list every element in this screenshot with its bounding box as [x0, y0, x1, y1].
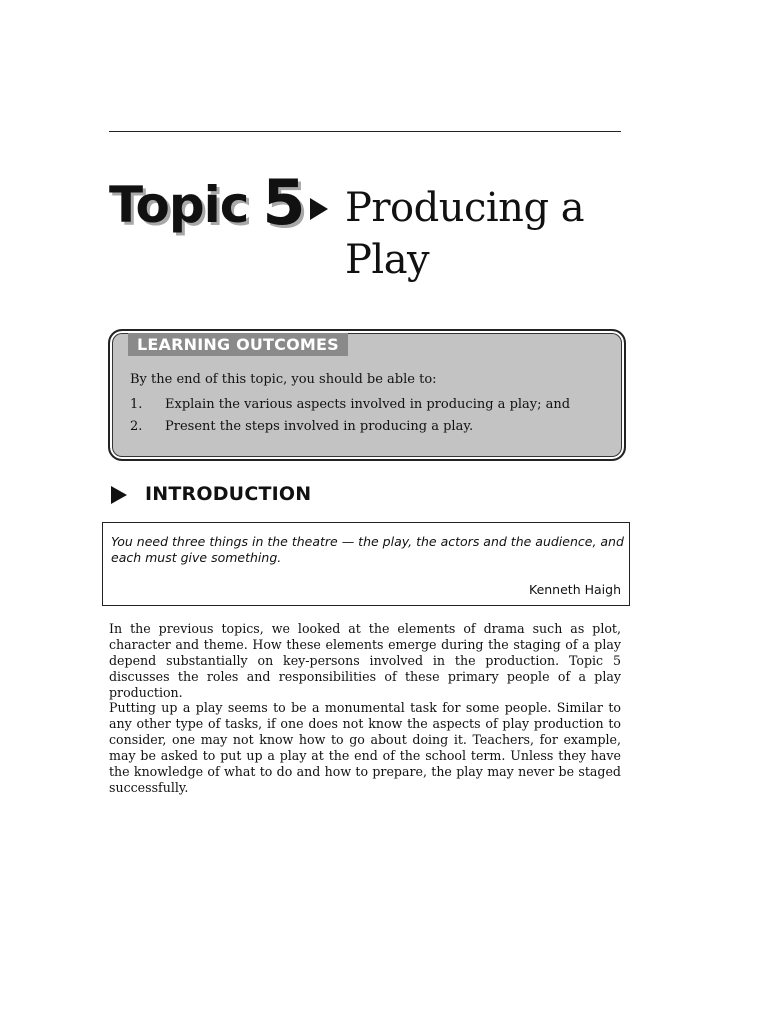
play-arrow-icon: [310, 198, 328, 220]
quote-box: [102, 522, 630, 606]
paragraph: Putting up a play seems to be a monumental task for some people. Similar to any other type of tasks, if one does not know the aspects of play production to consider, one may not know how to go about doing it. Teachers, for example, may be asked to put up a play at the end of the school term. Unless they have the knowledge of what to do and how to prepare, the play may never be staged successfully.: [109, 700, 621, 795]
top-rule: [109, 131, 621, 132]
topic-number: 5: [262, 166, 305, 239]
topic-heading: [109, 166, 305, 239]
quote-author: Kenneth Haigh: [529, 582, 621, 597]
outcome-item: [130, 419, 473, 435]
outcome-number: 2.: [130, 419, 143, 434]
quote-text: You need three things in the theatre — the play, the actors and the audience, and each must give something.: [111, 534, 624, 565]
paragraph: In the previous topics, we looked at the elements of drama such as plot, character and theme. How these elements emerge during the staging of a play depend substantially on key-persons involved in the production. Topic 5 discusses the roles and responsibilities of these primary people of a play production.: [109, 621, 621, 700]
introduction-heading: INTRODUCTION: [145, 483, 312, 505]
outcome-number: 1.: [130, 397, 143, 412]
learning-outcomes-box: [108, 329, 626, 461]
topic-word: Topic: [109, 176, 249, 234]
outcome-text: Present the steps involved in producing a play.: [165, 419, 474, 434]
outcome-item: [130, 397, 570, 413]
page-title: Producing a Play: [345, 185, 585, 283]
learning-outcomes-intro: By the end of this topic, you should be able to:: [130, 372, 437, 387]
outcome-text: Explain the various aspects involved in producing a play; and: [165, 397, 571, 412]
section-arrow-icon: [111, 486, 127, 504]
learning-outcomes-label: LEARNING OUTCOMES: [128, 333, 348, 356]
